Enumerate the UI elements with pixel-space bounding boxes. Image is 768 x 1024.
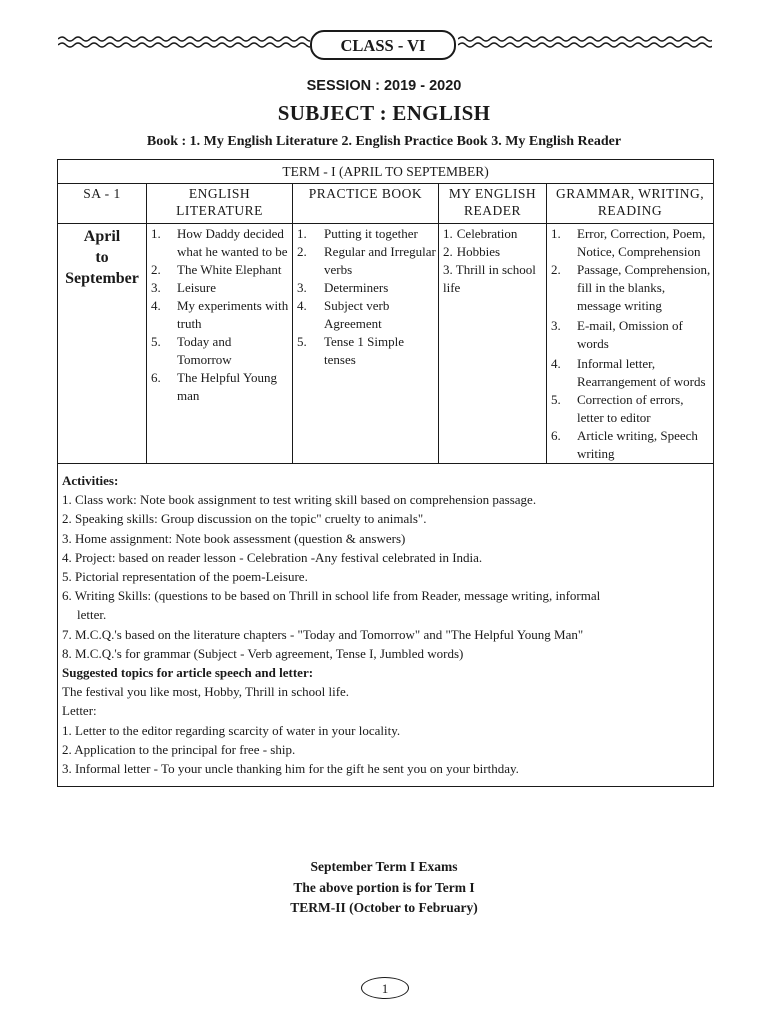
item-text: The White Elephant [177,262,282,277]
footer-line-term2: TERM-II (October to February) [290,900,478,915]
header-practice-book: PRACTICE BOOK [293,184,439,224]
item-number: 3. [551,318,561,333]
item-text: Today and Tomorrow [177,334,232,367]
header-reader: MY ENGLISH READER [439,184,547,224]
item-number: 3. [443,262,453,277]
class-title-box [310,30,456,60]
item-text: Subject verb Agreement [324,298,390,331]
activity-item: 8. M.C.Q.'s for grammar (Subject - Verb agreement, Tense I, Jumbled words) [62,645,464,661]
item-number: 2. [151,262,161,277]
reader-cell [439,224,547,464]
activity-item: 2. Speaking skills: Group discussion on the topic" cruelty to animals". [62,511,427,527]
activity-item: 7. M.C.Q.'s based on the literature chapters - "Today and Tomorrow" and "The Helpful Young Man" [62,626,584,642]
item-text: Error, Correction, Poem, Notice, Comprehension [577,226,706,259]
item-number: 1. [551,226,561,241]
item-text: Hobbies [456,244,501,259]
list-item [551,261,711,315]
list-item [443,243,544,261]
item-number: 3. [297,280,307,295]
item-number: 5. [297,334,307,349]
item-number: 1. [151,226,161,241]
list-item [297,333,436,369]
activity-item: 1. Class work: Note book assignment to test writing skill based on comprehension passage. [62,492,537,508]
item-text: How Daddy decided what he wanted to be [177,226,288,259]
activities-title: Activities: [62,473,119,488]
suggested-topics: The festival you like most, Hobby, Thrill in school life. [62,684,350,700]
item-text: Determiners [324,280,389,295]
item-text: Correction of errors, letter to editor [577,392,684,425]
item-number: 4. [297,298,307,313]
item-number: 5. [551,392,561,407]
period-cell [58,224,147,464]
list-item [151,297,289,333]
letter-item: 2. Application to the principal for free - ship. [62,741,296,757]
practice-cell [293,224,439,464]
list-item [551,355,711,391]
grammar-cell [547,224,714,464]
list-item [297,279,436,297]
item-text: Article writing, Speech writing [577,428,698,461]
period-to: to [95,249,109,266]
syllabus-table [57,159,714,787]
list-item [297,243,436,279]
list-item [443,261,544,297]
item-number: 1. [297,226,307,241]
list-item [151,225,289,261]
literature-cell [147,224,293,464]
item-text: Putting it together [324,226,418,241]
period-end: September [65,270,139,287]
list-item [151,333,289,369]
item-number: 2. [551,262,561,277]
activity-item: 6. Writing Skills: (questions to be based on Thrill in school life from Reader, message writing, informal [62,588,601,604]
books-line: Book : 1. My English Literature 2. English Practice Book 3. My English Reader [146,134,622,149]
letter-item: 3. Informal letter - To your uncle thanking him for the gift he sent you on your birthday. [62,761,519,777]
list-item [551,427,711,463]
item-text: Thrill in school life [443,262,536,295]
item-number: 6. [551,428,561,443]
item-text: Tense 1 Simple tenses [324,334,404,367]
activity-item: 4. Project: based on reader lesson - Celebration -Any festival celebrated in India. [62,549,483,565]
item-text: Leisure [177,280,216,295]
item-number: 4. [151,298,161,313]
header-sa1: SA - 1 [58,184,147,224]
subject-heading: SUBJECT : ENGLISH [277,101,491,125]
list-item [297,225,436,243]
item-number: 2. [297,244,307,259]
list-item [151,279,289,297]
item-number: 2. [443,244,453,259]
item-number: 5. [151,334,161,349]
page-number: 1 [361,977,409,999]
footer-line-exams: September Term I Exams [310,859,458,874]
activity-item-continuation: letter. [77,607,107,623]
decorative-wave-left [58,34,310,50]
list-item [551,317,711,353]
item-text: Celebration [456,226,518,241]
item-number: 4. [551,356,561,371]
item-text: Informal letter, Rearrangement of words [577,356,706,389]
term-title: TERM - I (APRIL TO SEPTEMBER) [58,160,714,184]
item-text: My experiments with truth [177,298,289,331]
header-grammar: GRAMMAR, WRITING, READING [547,184,714,224]
list-item [151,261,289,279]
list-item [297,297,436,333]
list-item [151,369,289,405]
letter-label: Letter: [62,703,97,719]
item-number: 1. [443,226,453,241]
footer-line-portion: The above portion is for Term I [293,879,475,895]
activities-cell [58,464,714,787]
item-number: 6. [151,370,161,385]
class-label: CLASS - VI [340,36,426,55]
decorative-wave-right [458,34,712,50]
item-number: 3. [151,280,161,295]
footer-notes [0,857,768,919]
item-text: Passage, Comprehension, fill in the blanks, message writing [577,262,711,313]
letter-item: 1. Letter to the editor regarding scarcity of water in your locality. [62,722,401,738]
activity-item: 3. Home assignment: Note book assessment (question & answers) [62,530,406,546]
item-text: E-mail, Omission of words [577,318,683,351]
activity-item: 5. Pictorial representation of the poem-Leisure. [62,569,308,585]
list-item [551,391,711,427]
list-item [551,225,711,261]
list-item [443,225,544,243]
suggested-topics-title: Suggested topics for article speech and letter: [62,665,314,681]
item-text: Regular and Irregular verbs [324,244,436,277]
header-literature: ENGLISH LITERATURE [147,184,293,224]
session-heading: SESSION : 2019 - 2020 [306,78,462,94]
item-text: The Helpful Young man [177,370,278,403]
period-start: April [83,228,121,245]
